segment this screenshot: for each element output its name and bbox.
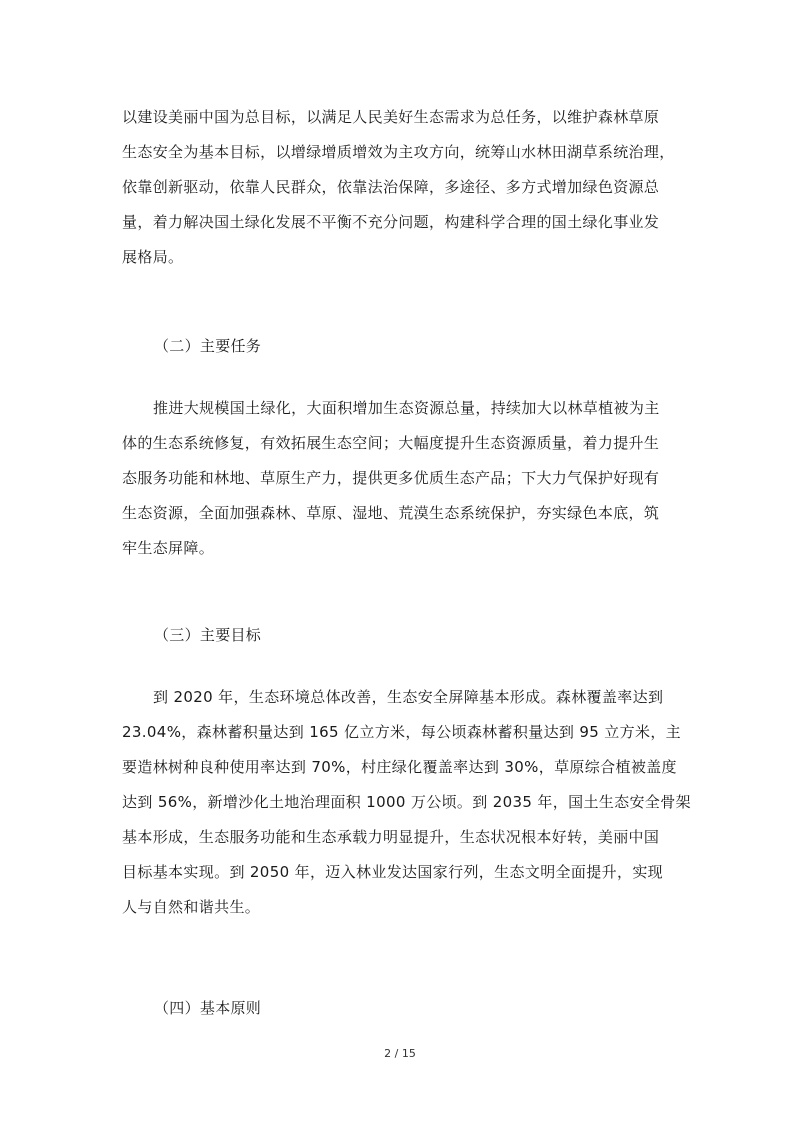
- page-number: 2 / 15: [384, 1047, 416, 1060]
- paragraph-line: 要造林树种良种使用率达到 70%，村庄绿化覆盖率达到 30%，草原综合植被盖度: [122, 758, 677, 776]
- paragraph-line: 23.04%，森林蓄积量达到 165 亿立方米，每公顷森林蓄积量达到 95 立方米，主: [122, 723, 682, 741]
- section-heading-main-tasks: （二）主要任务: [154, 337, 262, 355]
- paragraph-line: 到 2020 年，生态环境总体改善，生态安全屏障基本形成。森林覆盖率达到: [153, 688, 664, 706]
- paragraph-line: 人与自然和谐共生。: [122, 898, 261, 916]
- paragraph-line: 态服务功能和林地、草原生产力，提供更多优质生态产品；下大力气保护好现有: [122, 469, 660, 487]
- paragraph-main-goals: [122, 680, 692, 925]
- paragraph-line: 生态资源，全面加强森林、草原、湿地、荒漠生态系统保护，夯实绿色本底，筑: [122, 504, 660, 522]
- paragraph-line: 以建设美丽中国为总目标，以满足人民美好生态需求为总任务，以维护森林草原: [122, 108, 660, 126]
- paragraph-line: 体的生态系统修复，有效拓展生态空间；大幅度提升生态资源质量，着力提升生: [122, 434, 660, 452]
- section-heading-main-goals: （三）主要目标: [154, 626, 262, 644]
- paragraph-line: 生态安全为基本目标，以增绿增质增效为主攻方向，统筹山水林田湖草系统治理，: [122, 143, 675, 161]
- section-heading-basic-principles: （四）基本原则: [154, 999, 262, 1017]
- paragraph-line: 依靠创新驱动，依靠人民群众，依靠法治保障，多途径、多方式增加绿色资源总: [122, 178, 660, 196]
- paragraph-overall-goal: [122, 100, 692, 275]
- paragraph-line: 基本形成，生态服务功能和生态承载力明显提升，生态状况根本好转，美丽中国: [122, 828, 660, 846]
- paragraph-line: 推进大规模国土绿化，大面积增加生态资源总量，持续加大以林草植被为主: [153, 399, 660, 417]
- paragraph-main-tasks: [122, 391, 692, 566]
- paragraph-line: 达到 56%，新增沙化土地治理面积 1000 万公顷。到 2035 年，国土生态安全骨架: [122, 793, 691, 811]
- paragraph-line: 展格局。: [122, 248, 184, 266]
- paragraph-line: 量，着力解决国土绿化发展不平衡不充分问题，构建科学合理的国土绿化事业发: [122, 213, 660, 231]
- paragraph-line: 牢生态屏障。: [122, 539, 215, 557]
- paragraph-line: 目标基本实现。到 2050 年，迈入林业发达国家行列，生态文明全面提升，实现: [122, 863, 664, 881]
